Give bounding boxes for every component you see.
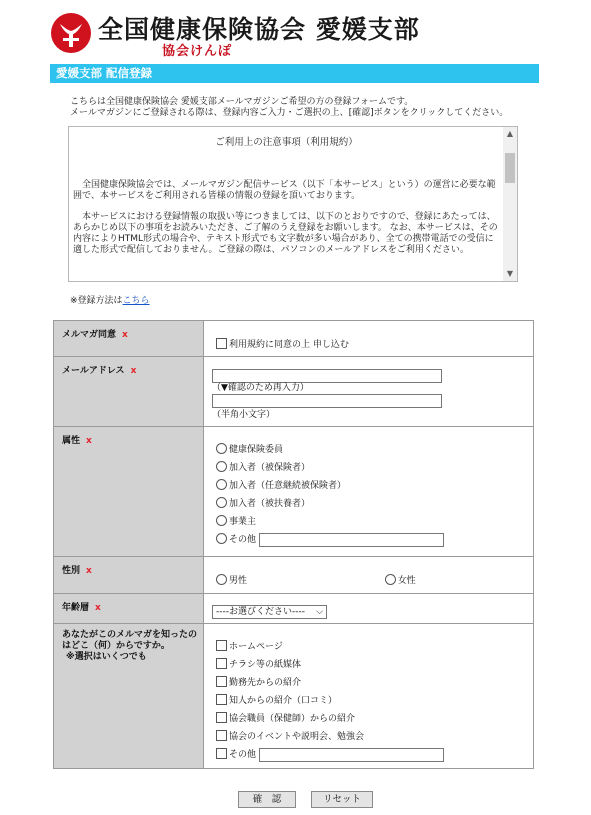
howto-link[interactable]: こちら (122, 296, 150, 306)
attribute-option-label: その他 (229, 535, 257, 545)
source-checkbox[interactable] (216, 730, 227, 741)
gender-male-label: 男性 (229, 576, 248, 586)
gender-female-label: 女性 (397, 576, 416, 586)
source-label-note: ※選択はいくつでも (66, 652, 147, 662)
agree-field-cell (204, 321, 534, 357)
brand-subtitle: 協会けんぽ (162, 44, 233, 59)
gender-label-cell (54, 557, 204, 594)
attribute-other-input[interactable] (259, 533, 444, 547)
required-mark: x (122, 330, 128, 340)
terms-scrollbar[interactable] (503, 127, 517, 281)
agree-label-cell (54, 321, 204, 357)
email-field-cell (204, 357, 534, 427)
reset-button[interactable]: リセット (311, 791, 373, 808)
scrollbar-thumb[interactable] (505, 153, 515, 183)
source-option-label: ホームページ (229, 642, 283, 652)
attribute-option-label: 健康保険委員 (229, 445, 284, 455)
attribute-option-label: 加入者（被扶養者） (229, 499, 311, 509)
registration-form (53, 320, 534, 769)
source-checkbox[interactable] (216, 694, 227, 705)
intro-line-1: こちらは全国健康保険協会 愛媛支部メールマガジンご希望の方の登録フォームです。 (70, 97, 414, 107)
attribute-radio[interactable] (216, 479, 227, 490)
source-option-label: チラシ等の紙媒体 (229, 660, 302, 670)
terms-paragraph-2: 本サービスにおける登録情報の取扱い等につきましては、以下のとおりですので、登録にあたっては、あらかじめ以下の事項をお読みいただき、ご了解のうえ登録をお願いします。 なお、本サービスは、その内容によりHTML形式の場合や、テキスト形式でも文字数が多い場合があり、全ての携帯電話での受信に適した形式で配信しておりません。ご登録の際は、パソコンのメールアドレスをご利用ください。 (73, 212, 498, 255)
agree-checkbox-label: 利用規約に同意の上 申し込む (229, 340, 349, 350)
attribute-label-cell (54, 427, 204, 557)
scroll-up-arrow-icon[interactable]: ▲ (506, 129, 514, 138)
terms-paragraph-1: 全国健康保険協会では、メールマガジン配信サービス（以下「本サービス」という）の運営に必要な範囲で、本サービスをご利用される皆様の情報の登録を頂いております。 (73, 180, 496, 201)
intro-text (70, 97, 530, 119)
kyokai-kenpo-logo (50, 12, 92, 54)
source-other-input[interactable] (259, 748, 444, 762)
attribute-option-label: 事業主 (229, 517, 257, 527)
source-checkbox[interactable] (216, 640, 227, 651)
attribute-radio[interactable] (216, 443, 227, 454)
attribute-radio[interactable] (216, 497, 227, 508)
agree-label: メルマガ同意 (62, 330, 117, 340)
gender-female-radio[interactable] (385, 574, 396, 585)
age-select[interactable] (212, 605, 327, 619)
source-label-line-1: あなたがこのメルマガを知ったの (62, 630, 198, 640)
source-option-label: 勤務先からの紹介 (229, 678, 302, 688)
attribute-label: 属性 (62, 436, 81, 446)
required-mark: x (86, 436, 92, 446)
attribute-radio[interactable] (216, 461, 227, 472)
age-label-cell (54, 594, 204, 624)
required-mark: x (95, 603, 101, 613)
source-field-cell (204, 624, 534, 769)
email-confirm-label: （▼確認のため再入力） (212, 383, 309, 393)
email-label-cell (54, 357, 204, 427)
confirm-button[interactable]: 確 認 (238, 791, 296, 808)
intro-line-2: メールマガジンにご登録される際は、登録内容ご入力・ご選択の上、[確認]ボタンをクリックしてください。 (70, 108, 509, 118)
howto-note (70, 293, 150, 306)
source-label-line-2: はどこ（何）からですか。 (62, 641, 170, 651)
chevron-down-icon: ⌵ (316, 607, 323, 617)
gender-label: 性別 (62, 566, 81, 576)
email-label: メールアドレス (62, 366, 125, 376)
terms-title: ご利用上の注意事項（利用規約） (215, 137, 358, 148)
age-select-value: ----お選びください---- (216, 607, 305, 617)
agree-checkbox[interactable] (216, 338, 227, 349)
page-title: 愛媛支部 配信登録 (50, 64, 539, 83)
attribute-option-label: 加入者（被保険者） (229, 463, 311, 473)
gender-field-cell (204, 557, 534, 594)
attribute-option-label: 加入者（任意継続被保険者） (229, 481, 347, 491)
source-checkbox[interactable] (216, 748, 227, 759)
source-option-label: 協会職員（保健師）からの紹介 (229, 714, 356, 724)
source-option-label: 知人からの紹介（口コミ） (229, 696, 338, 706)
howto-prefix: ※登録方法は (70, 296, 123, 306)
attribute-field-cell (204, 427, 534, 557)
required-mark: x (86, 566, 92, 576)
age-field-cell (204, 594, 534, 624)
source-option-label: 協会のイベントや説明会、勉強会 (229, 732, 365, 742)
email-input[interactable] (212, 369, 442, 383)
scroll-down-arrow-icon[interactable]: ▼ (506, 269, 514, 278)
email-confirm-input[interactable] (212, 394, 442, 408)
source-checkbox[interactable] (216, 658, 227, 669)
source-option-label: その他 (229, 750, 257, 760)
org-name: 全国健康保険協会 愛媛支部 (98, 15, 420, 44)
gender-male-radio[interactable] (216, 574, 227, 585)
source-checkbox[interactable] (216, 712, 227, 723)
required-mark: x (130, 366, 137, 376)
attribute-radio[interactable] (216, 533, 227, 544)
source-checkbox[interactable] (216, 676, 227, 687)
source-label-cell (54, 624, 204, 769)
attribute-radio[interactable] (216, 515, 227, 526)
age-label: 年齢層 (62, 603, 90, 613)
email-note: （半角小文字） (212, 410, 276, 420)
terms-box[interactable] (68, 126, 518, 282)
